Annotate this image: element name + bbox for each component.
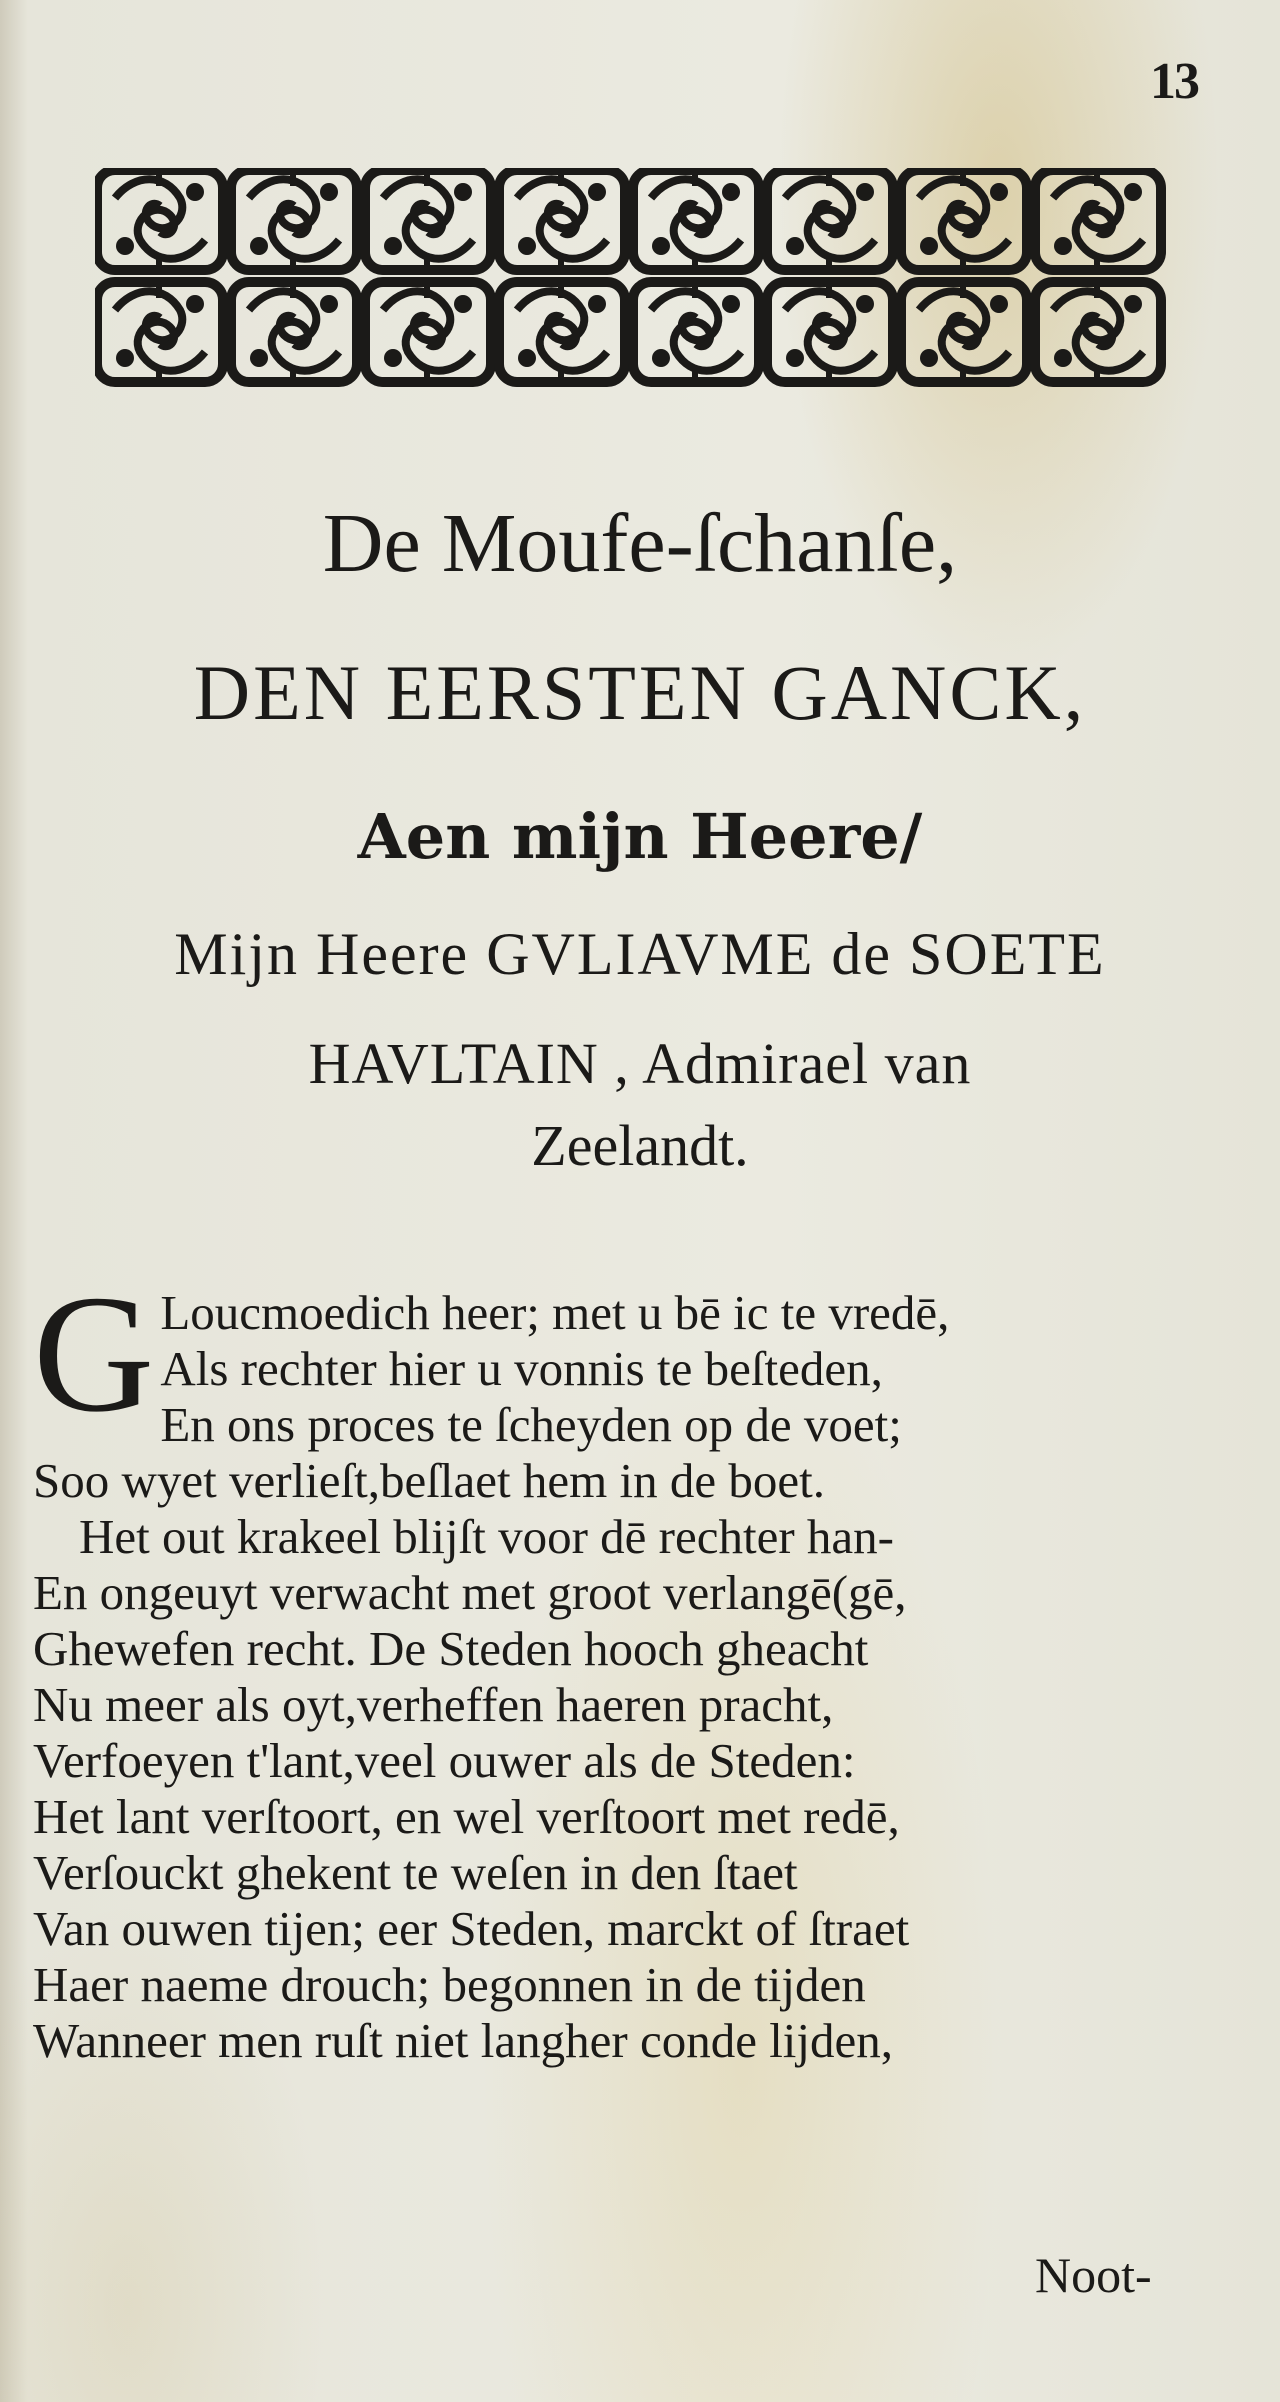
poem-line: Haer naeme drouch; begonnen in de tijden [33, 1957, 866, 2012]
poem-line: Het lant verſtoort, en wel verſtoort met redē, [33, 1789, 900, 1844]
addressee-line-1: Mijn Heere GVLIAVME de SOETE [174, 921, 1106, 987]
addressee-line-3: Zeelandt. [531, 1113, 749, 1178]
addressee-line-2: HAVLTAIN , Admirael van [308, 1031, 972, 1096]
poem-line: En ongeuyt verwacht met groot verlangē(gē, [33, 1565, 907, 1620]
page-number: 13 [1150, 53, 1198, 110]
woodcut-ornament-icon [95, 168, 1170, 390]
drop-cap-initial: G [33, 1261, 155, 1447]
poem-title: De Moufe-ſchanſe, [322, 497, 958, 590]
catchword: Noot- [1035, 2247, 1152, 2303]
poem-line: Als rechter hier u vonnis te beſteden, [160, 1341, 883, 1396]
poem-line: Ghewefen recht. De Steden hooch gheacht [33, 1621, 869, 1676]
poem-body [33, 1261, 1233, 2069]
poem-line: Wanneer men ruſt niet langher conde lijden, [33, 2013, 894, 2068]
poem-line: Loucmoedich heer; met u bē ic te vredē, [160, 1285, 950, 1340]
poem-line: Van ouwen tijen; eer Steden, marckt of ſtraet [33, 1901, 910, 1956]
poem-line: Het out krakeel blijſt voor dē rechter han- [79, 1509, 894, 1564]
dedication-line: Aen mijn Heere/ [357, 800, 923, 873]
poem-line: Nu meer als oyt,verheffen haeren pracht, [33, 1677, 834, 1732]
poem-line: Verſouckt ghekent te weſen in den ſtaet [33, 1845, 798, 1900]
poem-subtitle: DEN EERSTEN GANCK, [193, 649, 1087, 736]
poem-line: En ons proces te ſcheyden op de voet; [160, 1397, 902, 1452]
poem-line: Verfoeyen t'lant,veel ouwer als de Steden: [33, 1733, 856, 1788]
poem-line: Soo wyet verlieſt,beſlaet hem in de boet. [33, 1453, 825, 1508]
